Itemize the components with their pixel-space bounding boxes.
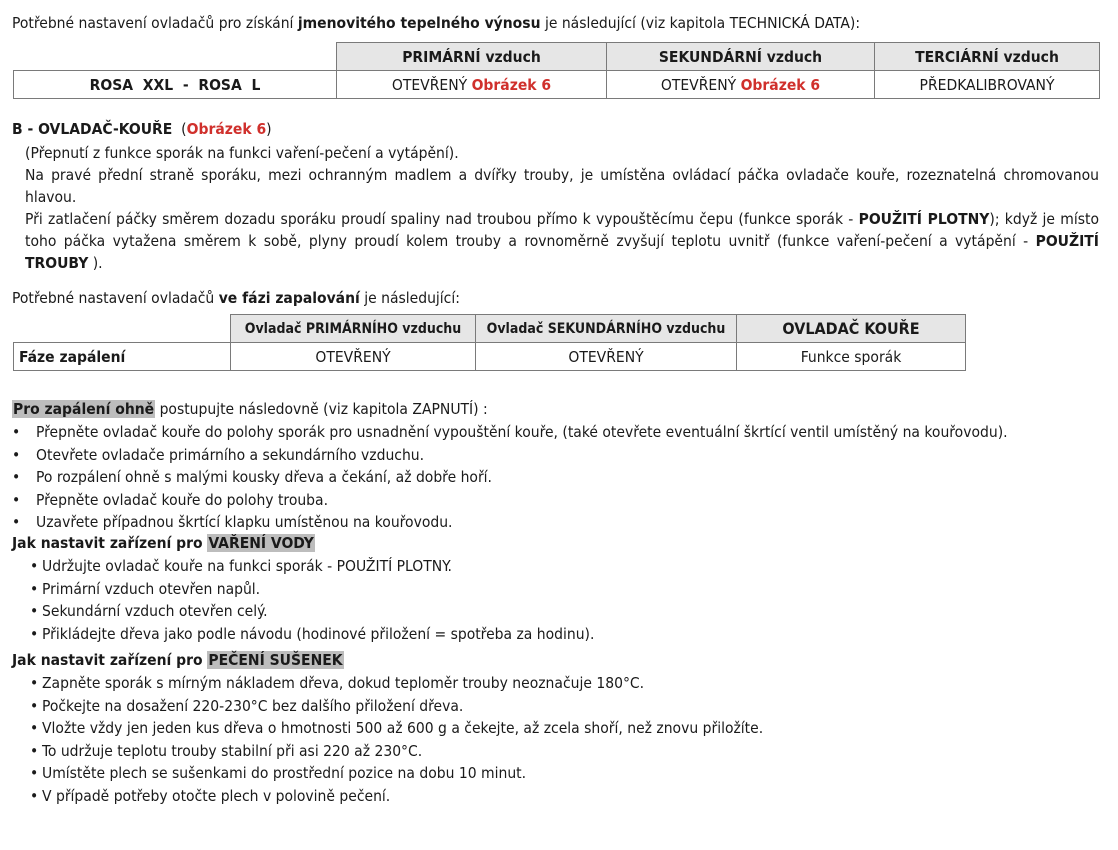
cell-primary: OTEVŘENÝ <box>231 343 476 371</box>
list-item: • Přepněte ovladač kouře do polohy trouba. <box>12 490 329 509</box>
header-primary-control: Ovladač PRIMÁRNÍHO vzduchu <box>231 315 476 343</box>
figure-ref-link: Obrázek 6 <box>186 120 267 138</box>
table-row <box>14 71 1100 99</box>
list-item: • Sekundární vzduch otevřen celý. <box>30 602 268 620</box>
list-item: • Primární vzduch otevřen napůl. <box>30 579 261 598</box>
intro-nominal-output: Potřebné nastavení ovladačů pro získání jmenovitého tepelného výnosu je následující (viz kapitola TECHNICKÁ DATA): <box>12 14 861 32</box>
list-item: • V případě potřeby otočte plech v polovině pečení. <box>30 786 391 805</box>
header-smoke-control: OVLADAČ KOUŘE <box>737 315 966 343</box>
list-item: • Počkejte na dosažení 220-230°C bez dalšího přiložení dřeva. <box>30 696 464 715</box>
list-item: • Přepněte ovladač kouře do polohy sporák pro usnadnění vypouštění kouře, (také otevřete eventuální škrtící ventil umístěný na kouřovodu). <box>12 423 1008 441</box>
header-secondary-control: Ovladač SEKUNDÁRNÍHO vzduchu <box>476 315 737 343</box>
section-b-heading: B - OVLADAČ-KOUŘE (Obrázek 6) <box>12 120 272 138</box>
cookies-heading: Jak nastavit zařízení pro PEČENÍ SUŠENEK <box>12 651 343 669</box>
ignition-steps-list <box>12 421 1008 534</box>
cell-smoke: Funkce sporák <box>737 343 966 371</box>
row-label-model: ROSA XXL - ROSA L <box>14 71 337 99</box>
table-header-row <box>14 43 1100 71</box>
list-item: • Uzavřete případnou škrtící klapku umístěnou na kouřovodu. <box>12 513 453 531</box>
row-label-ignition: Fáze zapálení <box>14 343 231 371</box>
nominal-output-table <box>13 42 1100 99</box>
list-item: • Přikládejte dřeva jako podle návodu (hodinové přiložení = spotřeba za hodinu). <box>30 624 595 643</box>
table-header-row <box>14 315 966 343</box>
water-steps-list <box>30 555 594 645</box>
list-item: • Vložte vždy jen jeden kus dřeva o hmotnosti 500 až 600 g a čekejte, až zcela shoří, než znovu přiložíte. <box>30 719 764 737</box>
water-heading: Jak nastavit zařízení pro VAŘENÍ VODY <box>12 534 314 552</box>
section-b-subtitle: (Přepnutí z funkce sporák na funkci vaření-pečení a vytápění). <box>25 144 459 162</box>
figure-ref-link: Obrázek 6 <box>740 75 821 94</box>
list-item: • Zapněte sporák s mírným nákladem dřeva, dokud teploměr trouby neoznačuje 180°C. <box>30 674 645 692</box>
header-primary-air: PRIMÁRNÍ vzduch <box>337 43 607 71</box>
section-b-paragraph-2: Při zatlačení páčky směrem dozadu sporáku proudí spaliny nad troubou přímo k vypouštěcímu čepu (funkce sporák - POUŽITÍ PLOTNY); když je místo toho páčka vytažena směrem k sobě, plyny proudí kolem trouby a rovnoměrně zvyšují teplotu uvnitř (funkce vaření-pečení a vytápění - POUŽITÍ TROUBY ). <box>25 210 1099 272</box>
ignition-heading: Pro zapálení ohně postupujte následovně (viz kapitola ZAPNUTÍ) : <box>13 400 488 418</box>
cell-secondary: OTEVŘENÝ Obrázek 6 <box>607 71 875 99</box>
table-row <box>14 343 966 371</box>
list-item: • Umístěte plech se sušenkami do prostřední pozice na dobu 10 minut. <box>30 764 527 782</box>
cell-tertiary: PŘEDKALIBROVANÝ <box>875 71 1100 99</box>
intro-ignition-phase: Potřebné nastavení ovladačů ve fázi zapalování je následující: <box>12 289 460 307</box>
cookies-steps-list <box>30 672 763 807</box>
list-item: • To udržuje teplotu trouby stabilní při asi 220 až 230°C. <box>30 741 423 760</box>
ignition-phase-table <box>13 314 966 371</box>
header-tertiary-air: TERCIÁRNÍ vzduch <box>875 43 1100 71</box>
figure-ref-link: Obrázek 6 <box>471 75 552 94</box>
list-item: • Otevřete ovladače primárního a sekundárního vzduchu. <box>12 445 425 464</box>
list-item: • Po rozpálení ohně s malými kousky dřeva a čekání, až dobře hoří. <box>12 468 492 486</box>
header-secondary-air: SEKUNDÁRNÍ vzduch <box>607 43 875 71</box>
cell-primary: OTEVŘENÝ Obrázek 6 <box>337 71 607 99</box>
cell-secondary: OTEVŘENÝ <box>476 343 737 371</box>
list-item: • Udržujte ovladač kouře na funkci sporák - POUŽITÍ PLOTNY. <box>30 557 452 575</box>
section-b-paragraph-1: Na pravé přední straně sporáku, mezi ochranným madlem a dvířky trouby, je umístěna ovládací páčka ovladače kouře, rozeznatelná chromovanou hlavou. <box>25 166 1099 206</box>
